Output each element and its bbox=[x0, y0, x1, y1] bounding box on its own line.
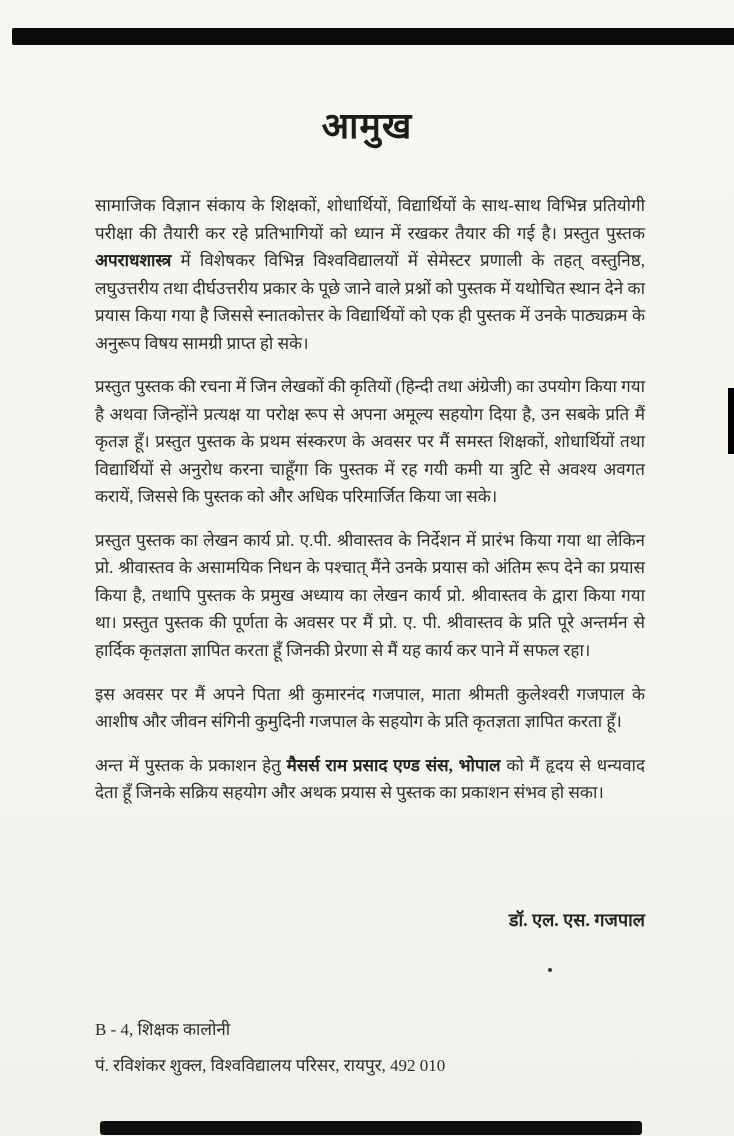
scan-artifact-ink-dot bbox=[548, 968, 552, 972]
scan-artifact-right-mark bbox=[728, 388, 734, 454]
paragraph-bold-text: अपराधशास्त्र bbox=[95, 251, 172, 271]
paragraph bbox=[95, 752, 645, 807]
paragraph bbox=[95, 373, 645, 511]
paragraph-text: को मैं हृदय से धन्यवाद देता हूँ जिनके सक्रिय सहयोग और अथक प्रयास से पुस्तक का प्रकाशन संभव हो सका। bbox=[95, 755, 645, 803]
preface-body bbox=[95, 192, 645, 823]
paragraph bbox=[95, 192, 645, 357]
paragraph-text: सामाजिक विज्ञान संकाय के शिक्षकों, शोधार्थियों, विद्यार्थियों के साथ-साथ विभिन्न प्रतियोगी परीक्षा की तैयारी कर रहे प्रतिभागियों को ध्यान में रखकर तैयार की गई है। प्रस्तुत पुस्तक bbox=[95, 196, 645, 243]
paragraph-text: में विशेषकर विभिन्न विश्वविद्यालयों में सेमेस्टर प्रणाली के तहत् वस्तुनिष्ठ, लघुउत्तरीय तथा दीर्घउत्तरीय प्रकार के पूछे जाने वाले प्रश्नों को पुस्तक में यथोचित स्थान देने का प्रयास किया गया है जिससे स्नातकोत्तर के विद्यार्थियों को एक ही पुस्तक में उनके पाठ्यक्रम के अनुरूप विषय सामग्री प्राप्त हो सके। bbox=[95, 251, 645, 353]
page-title: आमुख bbox=[321, 106, 413, 146]
scan-artifact-bottom-bar bbox=[100, 1121, 642, 1135]
paragraph-text: अन्त में पुस्तक के प्रकाशन हेतु bbox=[95, 755, 287, 775]
footer-address-line-2: पं. रविशंकर शुक्ल, विश्वविद्यालय परिसर, रायपुर, 492 010 bbox=[95, 1055, 446, 1075]
paragraph-text: इस अवसर पर मैं अपने पिता श्री कुमारनंद गजपाल, माता श्रीमती कुलेश्वरी गजपाल के आशीष और जीवन संगिनी कुमुदिनी गजपाल के सहयोग के प्रति कृतज्ञता ज्ञापित करता हूँ। bbox=[95, 684, 645, 732]
footer-address bbox=[95, 1012, 675, 1083]
paragraph bbox=[95, 527, 645, 665]
paragraph-text: प्रस्तुत पुस्तक की रचना में जिन लेखकों की कृतियों (हिन्दी तथा अंग्रेजी) का उपयोग किया गया है अथवा जिन्होंने प्रत्यक्ष या परोक्ष रूप से अपना अमूल्य सहयोग दिया है, उन सबके प्रति मैं कृतज्ञ हूँ। प्रस्तुत पुस्तक के प्रथम संस्करण के अवसर पर मैं समस्त शिक्षकों, शोधार्थियों तथा विद्यार्थियों से अनुरोध करना चाहूँगा कि पुस्तक में रह गयी कमी या त्रुटि से अवश्य अवगत करायें, जिससे कि पुस्तक को और अधिक परिमार्जित किया जा सके। bbox=[95, 377, 645, 507]
footer-address-line-1: B - 4, शिक्षक कालोनी bbox=[95, 1020, 231, 1039]
paragraph-text: प्रस्तुत पुस्तक का लेखन कार्य प्रो. ए.पी. श्रीवास्तव के निर्देशन में प्रारंभ किया गया था लेकिन प्रो. श्रीवास्तव के असामयिक निधन के पश्चात् मैंने उनके प्रयास को अंतिम रूप देने का प्रयास किया है, तथापि पुस्तक के प्रमुख अध्याय का लेखन कार्य प्रो. श्रीवास्तव के द्वारा किया गया था। प्रस्तुत पुस्तक की पूर्णता के अवसर पर मैं प्रो. ए. पी. श्रीवास्तव के प्रति पूरे अन्तर्मन से हार्दिक कृतज्ञता ज्ञापित करता हूँ जिनकी प्रेरणा से मैं यह कार्य कर पाने में सफल रहा। bbox=[95, 530, 645, 660]
paragraph bbox=[95, 681, 645, 736]
paragraph-bold-text: मैसर्स राम प्रसाद एण्ड संस, भोपाल bbox=[286, 755, 501, 775]
author-signature: डॉ. एल. एस. गजपाल bbox=[508, 910, 645, 930]
scan-artifact-top-bar bbox=[12, 28, 734, 45]
